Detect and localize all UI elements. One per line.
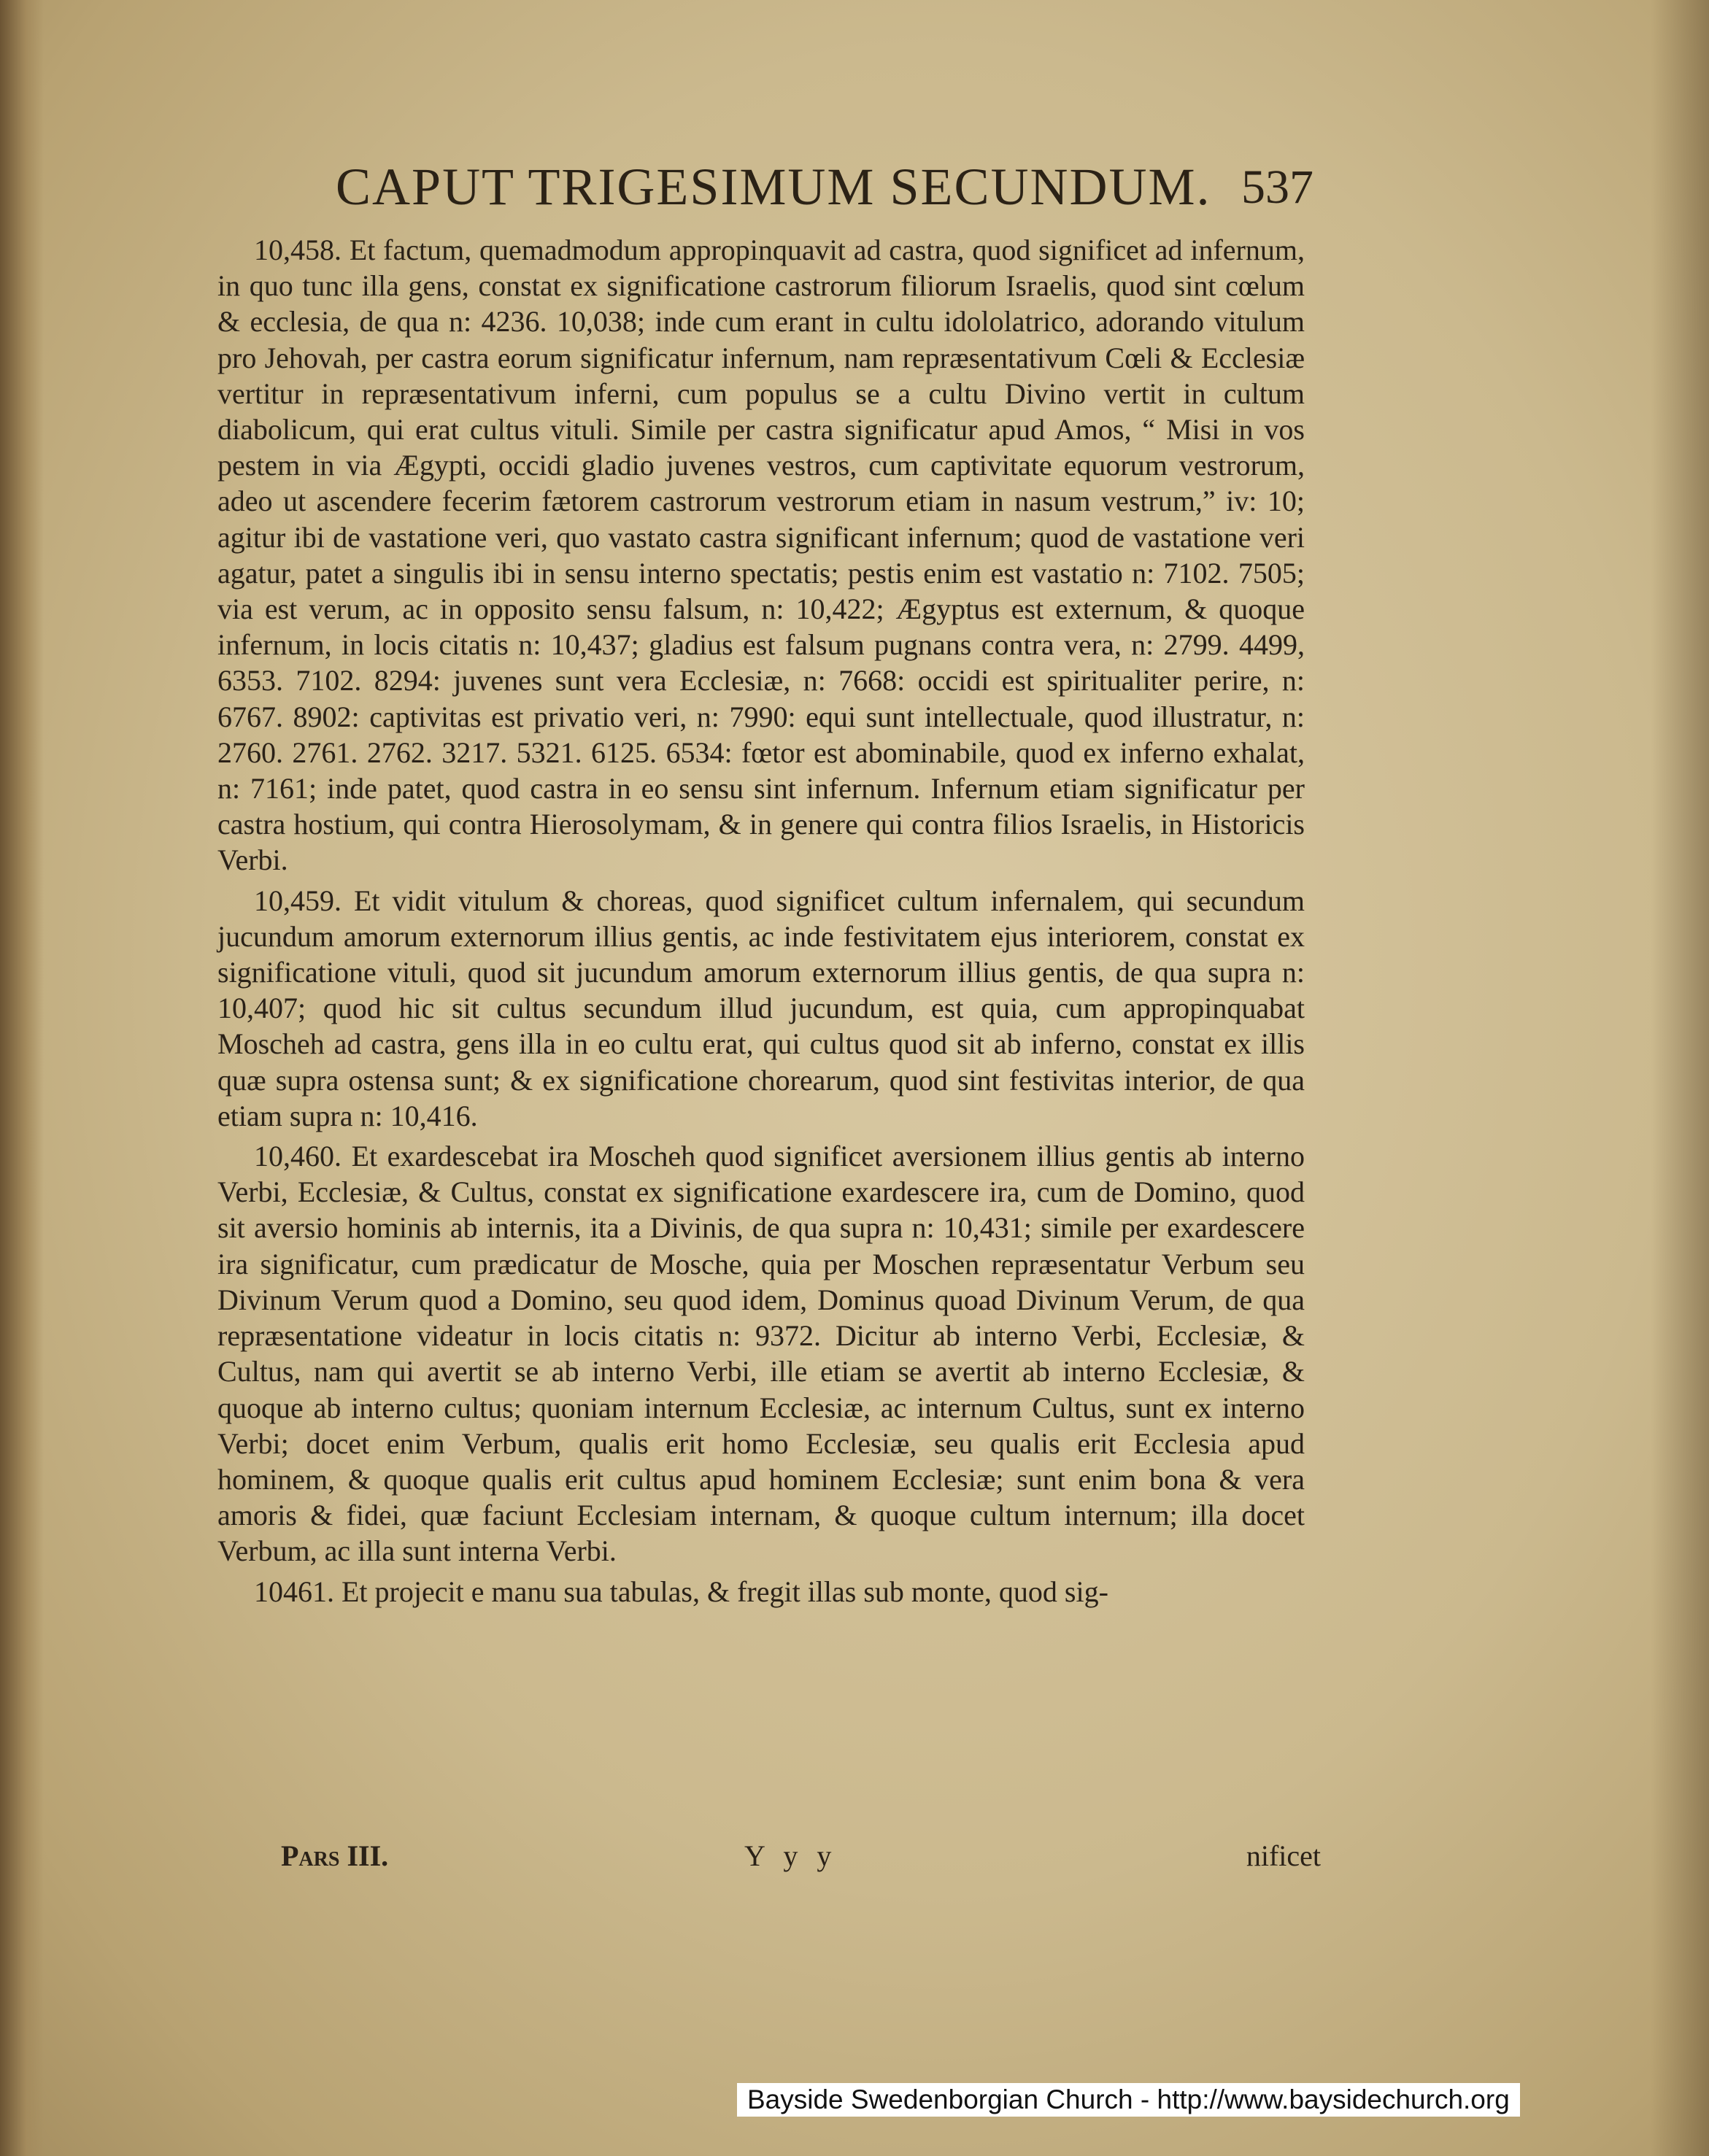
part-signature: Pars III.: [281, 1839, 389, 1872]
body-text: [217, 232, 1305, 1614]
running-title: CAPUT TRIGESIMUM SECUNDUM.: [336, 158, 1211, 216]
running-header: [336, 157, 1313, 223]
paragraph-10461: 10461. Et projecit e manu sua tabulas, & fregit illas sub monte, quod sig-: [254, 1575, 1108, 1608]
source-watermark: Bayside Swedenborgian Church - http://www.baysidechurch.org: [737, 2083, 1520, 2117]
paragraph-10458: 10,458. Et factum, quemadmodum appropinquavit ad castra, quod significet ad infernum, in quo tunc illa gens, constat ex significatione castrorum filiorum Israelis, quod sint cœlum & ecclesia, de qua n: 4236. 10,038; inde cum erant in cultu idololatrico, adorando vitulum pro Jehovah, per castra eorum significatur infernum, nam repræsentativum Cœli & Ecclesiæ vertitur in repræsentativum inferni, cum populus se a cultu Divino vertit in cultum diabolicum, qui erat cultus vituli. Simile per castra significatur apud Amos, “ Misi in vos pestem in via Ægypti, occidi gladio juvenes vestros, cum captivitate equorum vestrorum, adeo ut ascendere fecerim fætorem castrorum vestrorum etiam in nasum vestrum,” iv: 10; agitur ibi de vastatione veri, quo vastato castra significant infernum; quod de vastatione veri agatur, patet a singulis ibi in sensu interno spectatis; pestis enim est vastatio n: 7102. 7505; via est verum, ac in opposito sensu falsum, n: 10,422; Ægyptus est externum, & quoque infernum, in locis citatis n: 10,437; gladius est falsum pugnans contra vera, n: 2799. 4499, 6353. 7102. 8294: juvenes sunt vera Ecclesiæ, n: 7668: occidi est spiritualiter perire, n: 6767. 8902: captivitas est privatio veri, n: 7990: equi sunt intellectuale, quod illustratur, n: 2760. 2761. 2762. 3217. 5321. 6125. 6534: fœtor est abominabile, quod ex inferno exhalat, n: 7161; inde patet, quod castra in eo sensu sint infernum. Infernum etiam significatur per castra hostium, qui contra Hierosolymam, & in genere qui contra filios Israelis, in Historicis Verbi.: [217, 233, 1305, 877]
page-edge-shade: [1651, 0, 1709, 2156]
paragraph-10459: 10,459. Et vidit vitulum & choreas, quod significet cultum infernalem, qui secundum jucundum amorum externorum illius gentis, ac inde festivitatem ejus interiorem, constat ex significatione vituli, quod sit jucundum amorum externorum illius gentis, de qua supra n: 10,407; quod hic sit cultus secundum illud jucundum, est quia, cum appropinquabat Moscheh ad castra, gens illa in eo cultu erat, qui cultus quod sit ab inferno, constat ex illis quæ supra ostensa sunt; & ex significatione chorearum, quod sint festivitas interior, de qua etiam supra n: 10,416.: [217, 884, 1305, 1132]
page-number: 537: [1241, 161, 1313, 214]
catchword: nificet: [1246, 1839, 1321, 1872]
page-footer: [281, 1839, 1321, 1882]
signature-mark: Y y y: [744, 1839, 838, 1872]
paragraph-10460: 10,460. Et exardescebat ira Moscheh quod significet aversionem illius gentis ab interno Verbi, Ecclesiæ, & Cultus, constat ex significatione exardescere ira, cum de Domino, quod sit aversio hominis ab internis, ita a Divinis, de qua supra n: 10,431; simile per exardescere ira significatur, cum prædicatur de Mosche, quia per Moschen repræsentatur Verbum seu Divinum Verum quod a Domino, seu quod idem, Dominus quoad Divinum Verum, de qua repræsentatione videatur in locis citatis n: 9372. Dicitur ab interno Verbi, Ecclesiæ, & Cultus, nam qui avertit se ab interno Verbi, ille etiam se avertit ab interno Ecclesiæ, & quoque ab interno cultus; quoniam internum Ecclesiæ, ac internum Cultus, sunt ex interno Verbi; docet enim Verbum, qualis erit homo Ecclesiæ, seu qualis erit Ecclesia apud hominem, & quoque qualis erit cultus apud hominem Ecclesiæ; sunt enim bona & vera amoris & fidei, quæ faciunt Ecclesiam internam, & quoque cultum internum; illa docet Verbum, ac illa sunt interna Verbi.: [217, 1140, 1305, 1568]
page-gutter: [0, 0, 44, 2156]
